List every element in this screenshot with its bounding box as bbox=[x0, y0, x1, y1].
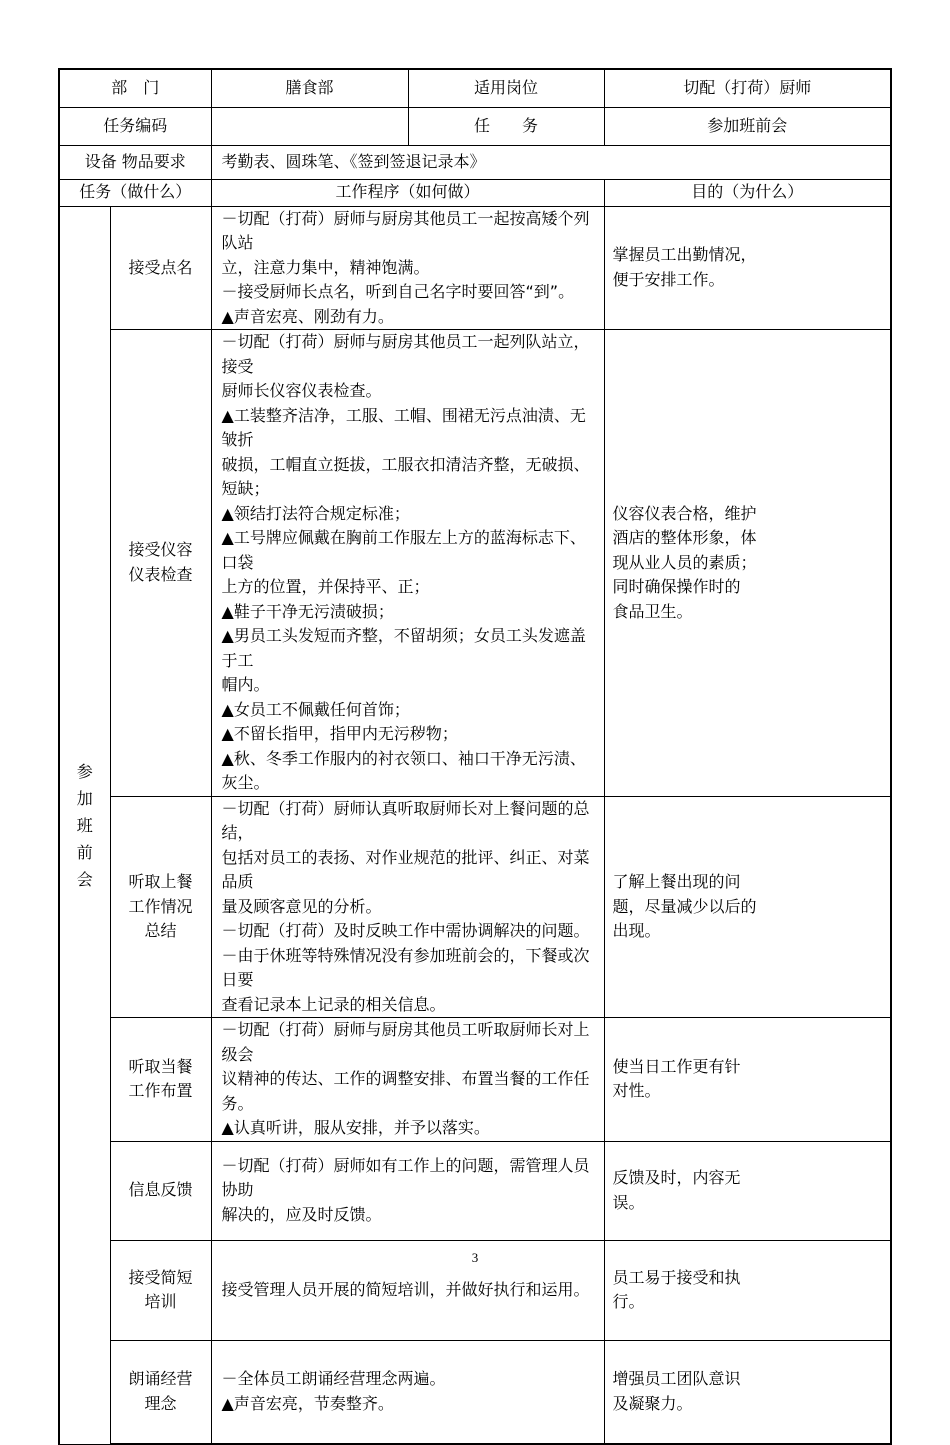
task-row bbox=[59, 1018, 891, 1142]
purpose-cell bbox=[604, 330, 891, 797]
purpose-cell bbox=[604, 1340, 891, 1444]
header-row-equipment bbox=[59, 145, 891, 179]
procedure-line: ▲女员工不佩戴任何首饰； bbox=[221, 699, 410, 719]
procedure-line: 包括对员工的表扬、对作业规范的批评、纠正、对菜品质 bbox=[221, 847, 590, 891]
procedure-cell bbox=[211, 796, 604, 1018]
task-label: 任 务 bbox=[408, 107, 604, 145]
purpose-line: 仪容仪表合格，维护 bbox=[612, 503, 757, 523]
equipment-label: 设备 物品要求 bbox=[59, 145, 211, 179]
procedure-line: 解决的，应及时反馈。 bbox=[221, 1204, 382, 1224]
group-label: 参加班前会 bbox=[76, 761, 93, 889]
equipment-value: 考勤表、圆珠笔、《签到签退记录本》 bbox=[211, 145, 891, 179]
procedure-cell bbox=[211, 1141, 604, 1240]
purpose-line: 使当日工作更有针 bbox=[612, 1056, 741, 1076]
purpose-line: 同时确保操作时的 bbox=[612, 577, 741, 596]
column-header-row bbox=[59, 179, 891, 206]
purpose-line: 掌握员工出勤情况， bbox=[612, 245, 757, 265]
procedure-line: 查看记录本上记录的相关信息。 bbox=[221, 994, 446, 1014]
purpose-line: 对性。 bbox=[612, 1081, 661, 1101]
procedure-line: 接受管理人员开展的简短培训，并做好执行和运用。 bbox=[221, 1279, 590, 1299]
procedure-line: ▲秋、冬季工作服内的衬衣领口、袖口干净无污渍、灰尘。 bbox=[221, 748, 586, 792]
procedure-line: 议精神的传达、工作的调整安排、布置当餐的工作任务。 bbox=[221, 1069, 590, 1113]
purpose-cell bbox=[604, 206, 891, 330]
purpose-line: 增强员工团队意识 bbox=[612, 1369, 741, 1389]
column-purpose: 目的（为什么） bbox=[604, 179, 891, 206]
column-task: 任务（做什么） bbox=[59, 179, 211, 206]
purpose-line: 现从业人员的素质； bbox=[612, 552, 757, 572]
procedure-line: －切配（打荷）厨师如有工作上的问题，需管理人员协助 bbox=[221, 1155, 590, 1200]
purpose-line: 行。 bbox=[612, 1292, 645, 1311]
purpose-line: 员工易于接受和执 bbox=[612, 1267, 741, 1287]
procedure-line: ▲不留长指甲，指甲内无污秽物； bbox=[221, 724, 458, 743]
purpose-line: 了解上餐出现的问 bbox=[612, 872, 741, 891]
post-label: 适用岗位 bbox=[408, 69, 604, 107]
procedure-line: －接受厨师长点名，听到自己名字时要回答“到”。 bbox=[221, 282, 575, 301]
task-name: 听取当餐工作布置 bbox=[110, 1018, 211, 1142]
purpose-line: 出现。 bbox=[612, 921, 661, 940]
purpose-line: 误。 bbox=[612, 1192, 645, 1212]
procedure-line: －切配（打荷）厨师与厨房其他员工听取厨师长对上级会 bbox=[221, 1020, 590, 1064]
task-row bbox=[59, 1340, 891, 1444]
procedure-line: －切配（打荷）厨师与厨房其他员工一起按高矮个列队站 bbox=[221, 208, 590, 252]
procedure-cell bbox=[211, 330, 604, 797]
procedure-line: －切配（打荷）厨师认真听取厨师长对上餐问题的总结， bbox=[221, 798, 590, 842]
procedure-cell bbox=[211, 1018, 604, 1142]
purpose-line: 酒店的整体形象，体 bbox=[612, 528, 757, 547]
task-name: 接受简短培训 bbox=[110, 1240, 211, 1340]
post-value: 切配（打荷）厨师 bbox=[604, 69, 891, 107]
purpose-line: 题，尽量减少以后的 bbox=[612, 896, 757, 916]
page-number: 3 bbox=[471, 1250, 479, 1265]
procedure-line: ▲鞋子干净无污渍破损； bbox=[221, 601, 394, 621]
sop-table bbox=[58, 68, 892, 1445]
task-row bbox=[59, 796, 891, 1018]
column-procedure: 工作程序（如何做） bbox=[211, 179, 604, 206]
task-value: 参加班前会 bbox=[604, 107, 891, 145]
purpose-line: 及凝聚力。 bbox=[612, 1393, 693, 1413]
task-row bbox=[59, 1141, 891, 1240]
procedure-line: ▲男员工头发短而齐整，不留胡须；女员工头发遮盖于工 bbox=[221, 626, 586, 670]
procedure-line: 量及顾客意见的分析。 bbox=[221, 896, 382, 916]
procedure-line: 破损，工帽直立挺拔，工服衣扣清洁齐整，无破损、短缺； bbox=[221, 454, 590, 498]
purpose-line: 反馈及时，内容无 bbox=[612, 1168, 741, 1187]
task-name: 朗诵经营理念 bbox=[110, 1340, 211, 1444]
procedure-line: ▲声音宏亮，节奏整齐。 bbox=[221, 1393, 394, 1413]
procedure-line: 上方的位置，并保持平、正； bbox=[221, 577, 430, 596]
task-name: 接受仪容仪表检查 bbox=[110, 330, 211, 797]
dept-value: 膳食部 bbox=[211, 69, 408, 107]
dept-label: 部 门 bbox=[59, 69, 211, 107]
task-name: 听取上餐工作情况总结 bbox=[110, 796, 211, 1018]
header-row-code bbox=[59, 107, 891, 145]
task-row bbox=[59, 330, 891, 797]
procedure-line: ▲工号牌应佩戴在胸前工作服左上方的蓝海标志下、口袋 bbox=[221, 528, 586, 572]
task-row bbox=[59, 206, 891, 330]
task-name: 接受点名 bbox=[110, 206, 211, 330]
procedure-line: ▲领结打法符合规定标准； bbox=[221, 503, 410, 523]
procedure-line: －全体员工朗诵经营理念两遍。 bbox=[221, 1369, 446, 1389]
procedure-line: －切配（打荷）及时反映工作中需协调解决的问题。 bbox=[221, 921, 590, 940]
header-row-dept bbox=[59, 69, 891, 107]
purpose-cell bbox=[604, 796, 891, 1018]
code-label: 任务编码 bbox=[59, 107, 211, 145]
purpose-line: 食品卫生。 bbox=[612, 601, 693, 621]
purpose-line: 便于安排工作。 bbox=[612, 269, 725, 289]
code-value bbox=[211, 107, 408, 145]
procedure-line: －切配（打荷）厨师与厨房其他员工一起列队站立，接受 bbox=[221, 332, 590, 376]
purpose-cell bbox=[604, 1018, 891, 1142]
procedure-line: 帽内。 bbox=[221, 675, 270, 694]
procedure-line: 厨师长仪容仪表检查。 bbox=[221, 381, 382, 400]
procedure-line: －由于休班等特殊情况没有参加班前会的，下餐或次日要 bbox=[221, 945, 590, 989]
procedure-line: ▲声音宏亮、刚劲有力。 bbox=[221, 306, 394, 326]
purpose-cell bbox=[604, 1141, 891, 1240]
procedure-line: ▲认真听讲，服从安排，并予以落实。 bbox=[221, 1118, 490, 1137]
procedure-cell bbox=[211, 206, 604, 330]
task-name: 信息反馈 bbox=[110, 1141, 211, 1240]
procedure-line: 立，注意力集中，精神饱满。 bbox=[221, 257, 430, 277]
procedure-cell bbox=[211, 1340, 604, 1444]
procedure-line: ▲工装整齐洁净，工服、工帽、围裙无污点油渍、无皱折 bbox=[221, 405, 586, 449]
